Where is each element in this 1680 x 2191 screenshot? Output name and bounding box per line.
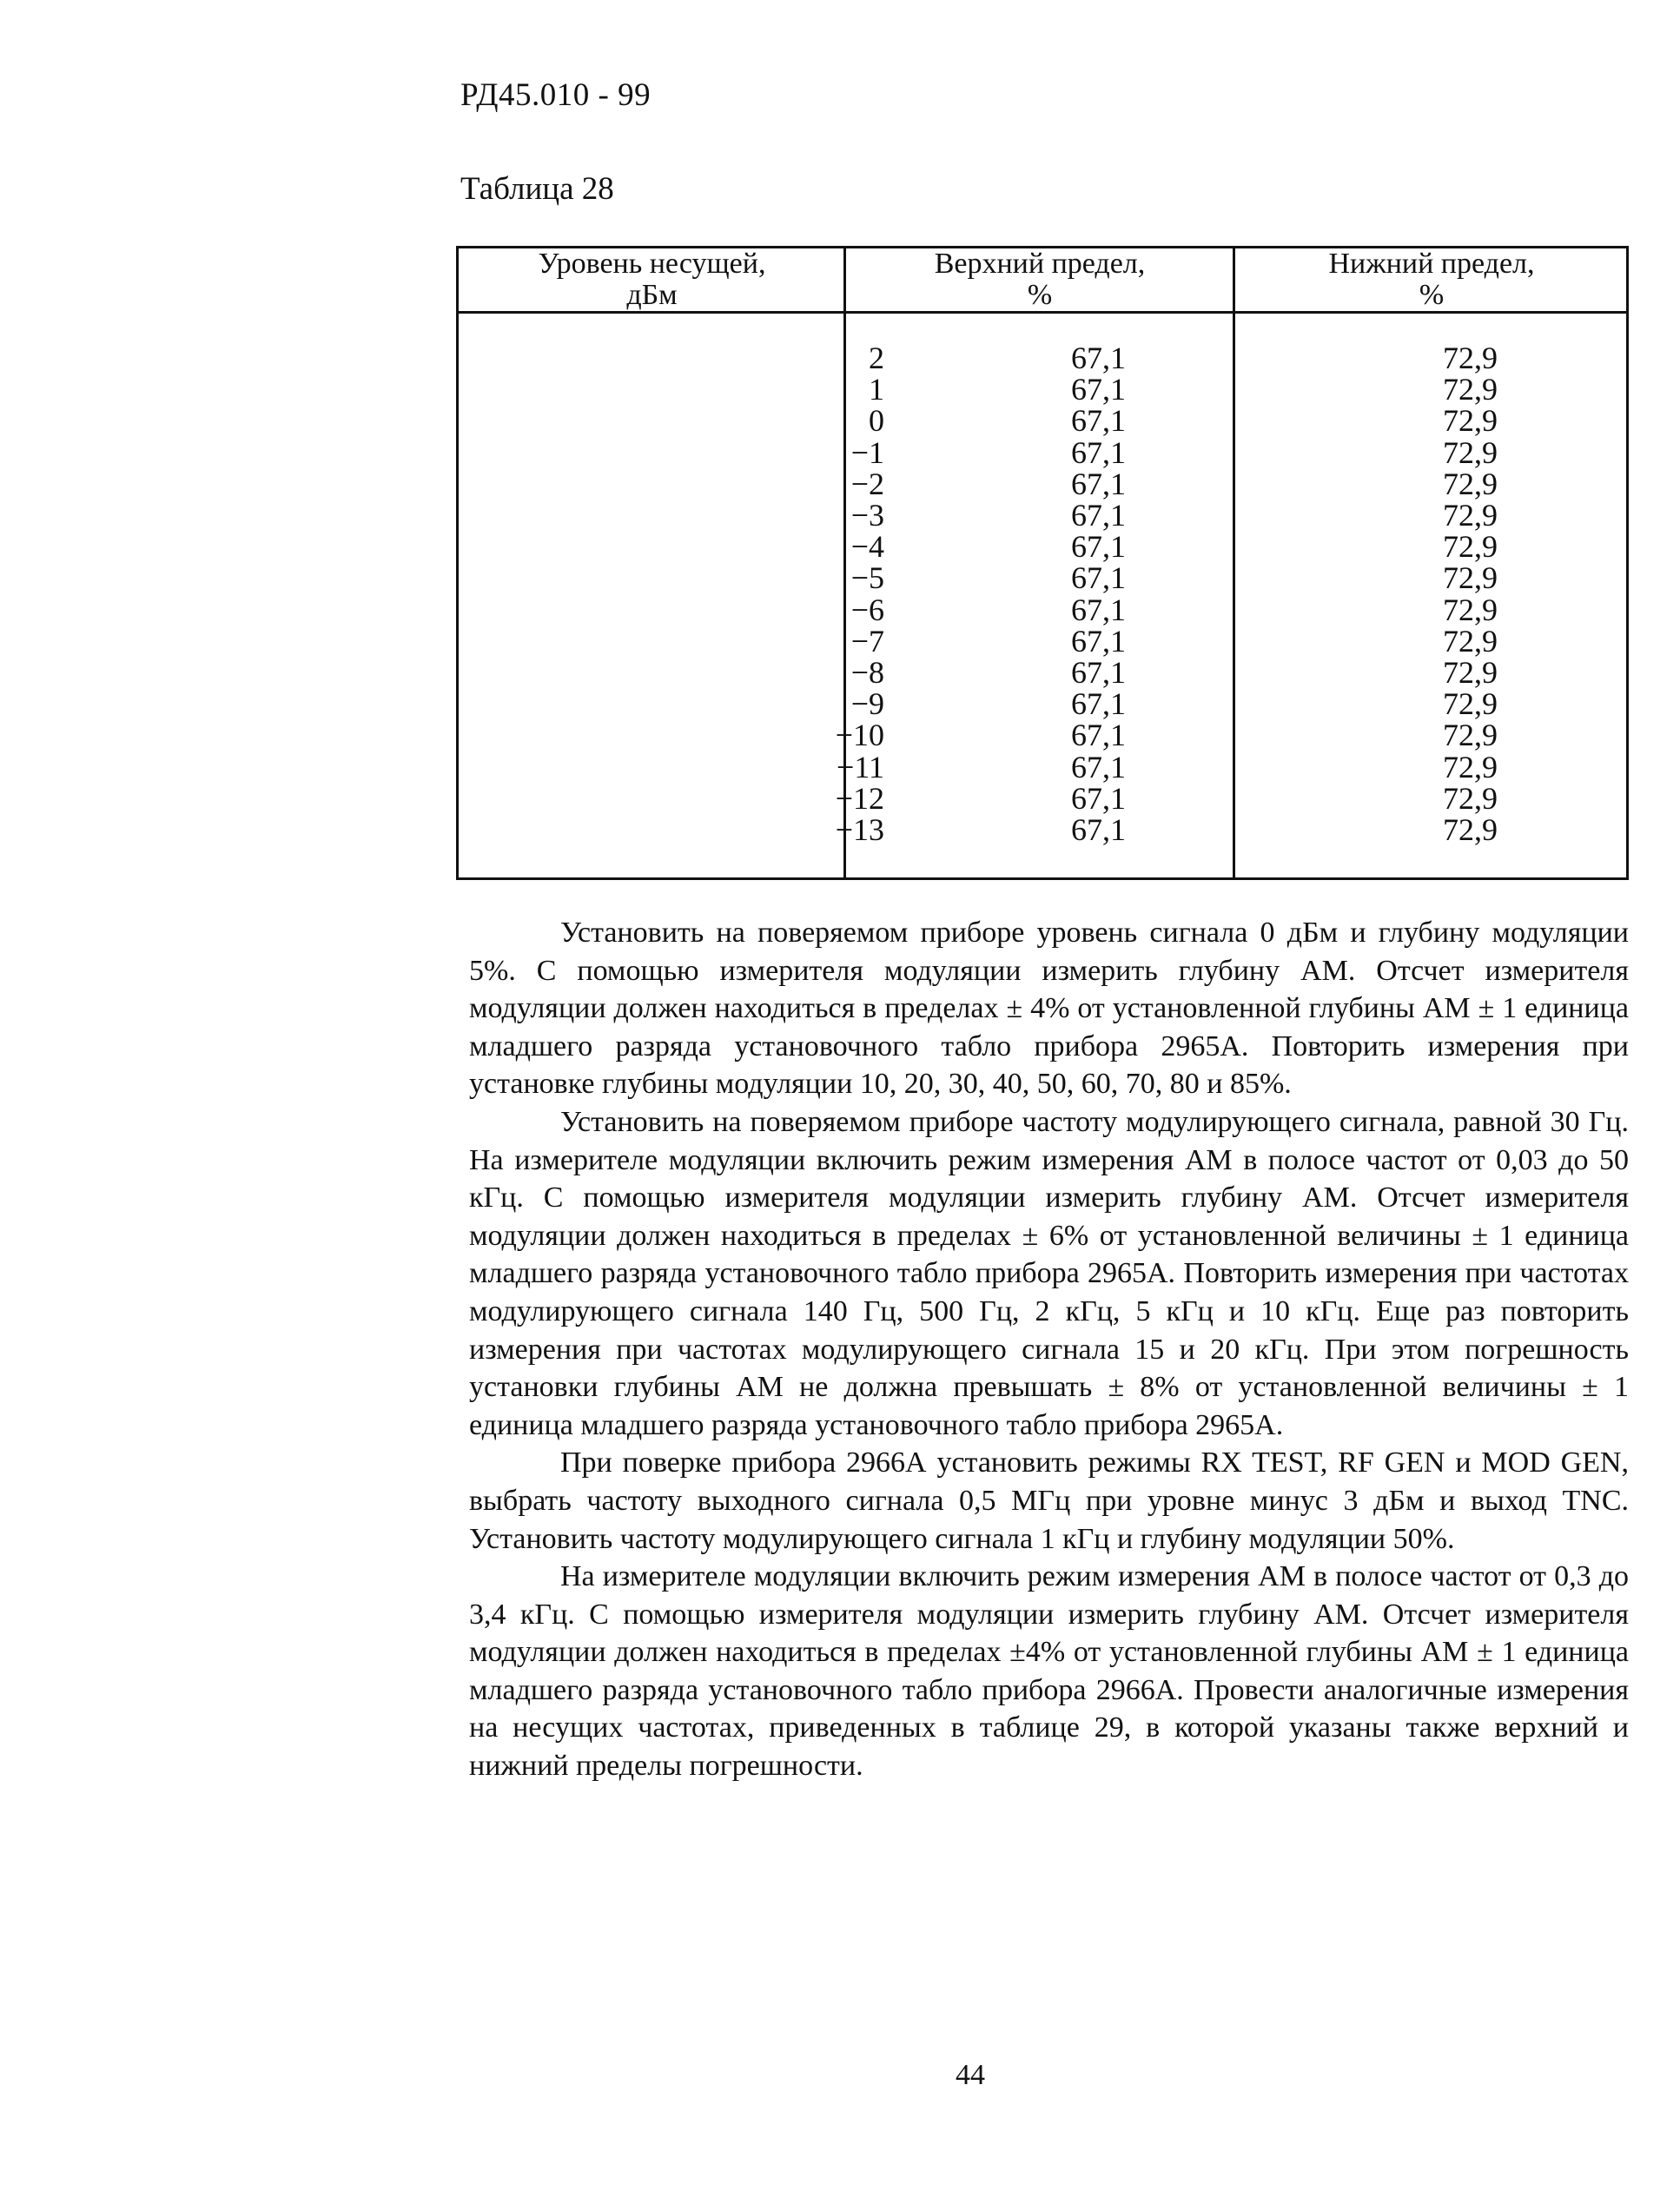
- upper-limit-cell: 67,1: [1071, 341, 1126, 375]
- upper-limit-cell: 67,1: [1071, 749, 1126, 784]
- header-upper-limit-line1: Верхний предел,: [934, 248, 1146, 280]
- table-caption: Таблица 28: [460, 171, 614, 207]
- page-number-row: [0, 2059, 1680, 2092]
- header-lower-limit-line2: %: [1419, 279, 1445, 311]
- carrier-level-cell: −4: [850, 529, 884, 565]
- header-lower-limit: [1234, 248, 1629, 311]
- lower-limit-cell: 72,9: [1443, 560, 1498, 596]
- upper-limit-cell: 67,1: [1071, 372, 1126, 407]
- body-text: [469, 914, 1629, 1785]
- carrier-level-cell: 1: [869, 372, 884, 407]
- lower-limit-cell: 72,9: [1443, 812, 1498, 848]
- carrier-level-cell: 2: [869, 341, 884, 375]
- header-carrier-level: [459, 248, 845, 311]
- carrier-level-cell: −13: [835, 812, 884, 848]
- paragraph: При поверке прибора 2966А установить режимы RX TEST, RF GEN и MOD GEN, выбрать частоту выходного сигнала 0,5 МГц при уровне минус 3 дБм и выход TNC. Установить частоту модулирующего сигнала 1 кГц и глубину модуляции 50%.: [469, 1446, 1629, 1555]
- paragraph: Установить на поверяемом приборе частоту модулирующего сигнала, равной 30 Гц. На измерителе модуляции включить режим измерения АМ в полосе частот от 0,03 до 50 кГц. С помощью измерителя модуляции измерить глубину АМ. Отсчет измерителя модуляции должен находиться в пределах ± 6% от установленной величины ± 1 единица младшего разряда установочного табло прибора 2965А. Повторить измерения при частотах модулирующего сигнала 140 Гц, 500 Гц, 2 кГц, 5 кГц и 10 кГц. Еще раз повторить измерения при частотах модулирующего сигнала 15 и 20 кГц. При этом погрешность установки глубины АМ не должна превышать ± 8% от установленной величины ± 1 единица младшего разряда установочного табло прибора 2965А.: [469, 1105, 1629, 1441]
- document-code: РД45.010 - 99: [460, 77, 651, 113]
- paragraph: На измерителе модуляции включить режим измерения АМ в полосе частот от 0,3 до 3,4 кГц. С помощью измерителя модуляции измерить глубину АМ. Отсчет измерителя модуляции должен находиться в пределах ±4% от установленной глубины АМ ± 1 единица младшего разряда установочного табло прибора 2966А. Провести аналогичные измерения на несущих частотах, приведенных в таблице 29, в которой указаны также верхний и нижний пределы погрешности.: [469, 1560, 1629, 1783]
- header-carrier-level-line1: Уровень несущей,: [538, 248, 766, 280]
- header-carrier-level-line2: дБм: [626, 279, 678, 311]
- lower-limit-cell: 72,9: [1443, 529, 1498, 565]
- upper-limit-cell: 67,1: [1071, 498, 1126, 533]
- data-table: [456, 246, 1629, 880]
- lower-limit-cell: 72,9: [1443, 623, 1498, 659]
- upper-limit-cell: 67,1: [1071, 623, 1126, 659]
- carrier-level-cell: −7: [850, 623, 884, 659]
- carrier-level-cell: −1: [850, 434, 884, 470]
- lower-limit-cell: 72,9: [1443, 341, 1498, 375]
- carrier-level-cell: −11: [837, 749, 884, 784]
- carrier-level-cell: −8: [850, 655, 884, 691]
- lower-limit-cell: 72,9: [1443, 434, 1498, 470]
- upper-limit-column: [845, 341, 1234, 848]
- lower-limit-cell: 72,9: [1443, 780, 1498, 816]
- carrier-level-cell: −10: [835, 718, 884, 753]
- lower-limit-cell: 72,9: [1443, 655, 1498, 691]
- upper-limit-cell: 67,1: [1071, 686, 1126, 722]
- lower-limit-cell: 72,9: [1443, 718, 1498, 753]
- header-upper-limit-line2: %: [1027, 279, 1053, 311]
- header-upper-limit: [845, 248, 1234, 311]
- table-header: [459, 248, 1626, 314]
- lower-limit-cell: 72,9: [1443, 403, 1498, 439]
- lower-limit-cell: 72,9: [1443, 749, 1498, 784]
- carrier-level-cell: −5: [850, 560, 884, 596]
- upper-limit-cell: 67,1: [1071, 592, 1126, 627]
- carrier-level-cell: −6: [850, 592, 884, 627]
- page-number: 44: [956, 2059, 985, 2091]
- upper-limit-cell: 67,1: [1071, 718, 1126, 753]
- header-lower-limit-line1: Нижний предел,: [1328, 248, 1535, 280]
- paragraph: Установить на поверяемом приборе уровень сигнала 0 дБм и глубину модуляции 5%. С помощью измерителя модуляции измерить глубину АМ. Отсчет измерителя модуляции должен находиться в пределах ± 4% от установленной глубины АМ ± 1 единица младшего разряда установочного табло прибора 2965А. Повторить измерения при установке глубины модуляции 10, 20, 30, 40, 50, 60, 70, 80 и 85%.: [469, 917, 1629, 1101]
- lower-limit-cell: 72,9: [1443, 498, 1498, 533]
- upper-limit-cell: 67,1: [1071, 560, 1126, 596]
- carrier-level-cell: −2: [850, 466, 884, 501]
- upper-limit-cell: 67,1: [1071, 434, 1126, 470]
- carrier-level-cell: −9: [850, 686, 884, 722]
- carrier-level-cell: 0: [869, 403, 884, 439]
- carrier-level-column: [459, 341, 884, 848]
- upper-limit-cell: 67,1: [1071, 812, 1126, 848]
- carrier-level-cell: −3: [850, 498, 884, 533]
- upper-limit-cell: 67,1: [1071, 466, 1126, 501]
- lower-limit-cell: 72,9: [1443, 372, 1498, 407]
- lower-limit-column: [1234, 341, 1629, 848]
- upper-limit-cell: 67,1: [1071, 529, 1126, 565]
- upper-limit-cell: 67,1: [1071, 655, 1126, 691]
- lower-limit-cell: 72,9: [1443, 466, 1498, 501]
- upper-limit-cell: 67,1: [1071, 780, 1126, 816]
- carrier-level-cell: −12: [835, 780, 884, 816]
- upper-limit-cell: 67,1: [1071, 403, 1126, 439]
- lower-limit-cell: 72,9: [1443, 592, 1498, 627]
- lower-limit-cell: 72,9: [1443, 686, 1498, 722]
